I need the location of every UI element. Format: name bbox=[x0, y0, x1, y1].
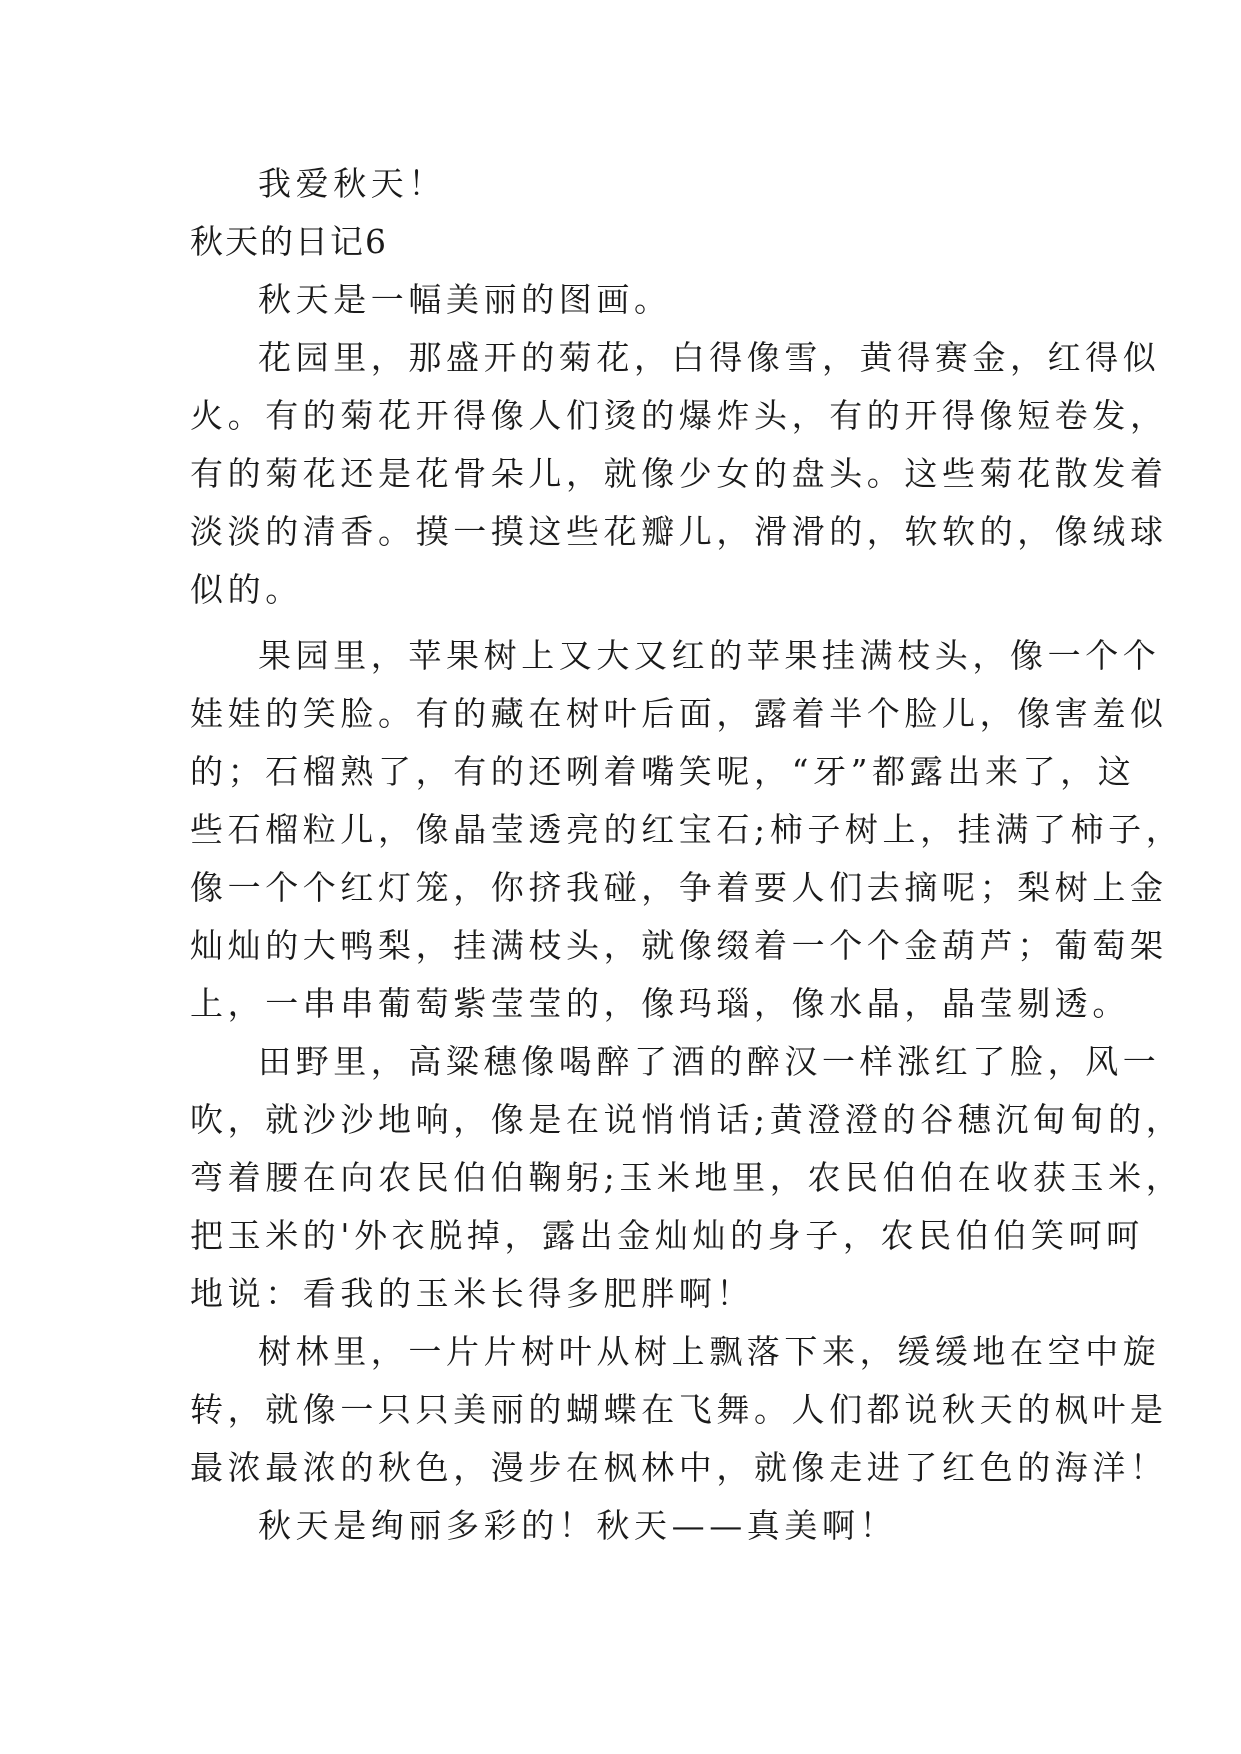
text-line: 娃娃的笑脸。有的藏在树叶后面，露着半个脸儿，像害羞似 bbox=[190, 694, 1168, 733]
text-line: 秋天是绚丽多彩的！秋天——真美啊！ bbox=[258, 1506, 898, 1545]
paragraph-field bbox=[190, 1033, 1184, 1323]
paragraph-closing bbox=[190, 1497, 1070, 1555]
text-line: 地说：看我的玉米长得多肥胖啊！ bbox=[190, 1274, 754, 1313]
text-line: 我爱秋天！ bbox=[258, 164, 446, 203]
text-line: 似的。 bbox=[190, 570, 303, 609]
text-line: 淡淡的清香。摸一摸这些花瓣儿，滑滑的，软软的，像绒球 bbox=[190, 512, 1168, 551]
text-line: 最浓最浓的秋色，漫步在枫林中，就像走进了红色的海洋！ bbox=[190, 1448, 1168, 1487]
closing-line-previous-entry bbox=[190, 155, 1070, 213]
text-line: 转，就像一只只美丽的蝴蝶在飞舞。人们都说秋天的枫叶是 bbox=[190, 1390, 1168, 1429]
document-page bbox=[190, 155, 1184, 1555]
text-line: 灿灿的大鸭梨，挂满枝头，就像缀着一个个金葫芦；葡萄架 bbox=[190, 926, 1168, 965]
text-line: 火。有的菊花开得像人们烫的爆炸头，有的开得像短卷发， bbox=[190, 396, 1168, 435]
text-line: 田野里，高粱穗像喝醉了酒的醉汉一样涨红了脸，风一 bbox=[258, 1042, 1161, 1081]
paragraph-forest bbox=[190, 1323, 1168, 1497]
text-line: 有的菊花还是花骨朵儿，就像少女的盘头。这些菊花散发着 bbox=[190, 454, 1168, 493]
text-line: 树林里，一片片树叶从树上飘落下来，缓缓地在空中旋 bbox=[258, 1332, 1161, 1371]
text-line: 的；石榴熟了，有的还咧着嘴笑呢，“牙”都露出来了，这 bbox=[190, 752, 1136, 791]
text-line: 把玉米的'外衣脱掉，露出金灿灿的身子，农民伯伯笑呵呵 bbox=[190, 1216, 1144, 1255]
paragraph-orchard bbox=[190, 627, 1184, 1033]
text-line: 弯着腰在向农民伯伯鞠躬;玉米地里，农民伯伯在收获玉米， bbox=[190, 1158, 1184, 1197]
text-line: 花园里，那盛开的菊花，白得像雪，黄得赛金，红得似 bbox=[258, 338, 1161, 377]
text-line: 吹，就沙沙地响，像是在说悄悄话;黄澄澄的谷穗沉甸甸的， bbox=[190, 1100, 1184, 1139]
paragraph-garden bbox=[190, 329, 1168, 619]
text-line: 些石榴粒儿，像晶莹透亮的红宝石;柿子树上，挂满了柿子， bbox=[190, 810, 1184, 849]
text-line: 果园里，苹果树上又大又红的苹果挂满枝头，像一个个 bbox=[258, 636, 1161, 675]
text-line: 像一个个红灯笼，你挤我碰，争着要人们去摘呢；梨树上金 bbox=[190, 868, 1168, 907]
text-line: 秋天是一幅美丽的图画。 bbox=[258, 280, 672, 319]
paragraph-intro bbox=[190, 271, 1070, 329]
text-line: 上，一串串葡萄紫莹莹的，像玛瑙，像水晶，晶莹剔透。 bbox=[190, 984, 1130, 1023]
entry-title bbox=[190, 213, 1070, 271]
title-text: 秋天的日记6 bbox=[190, 222, 388, 261]
